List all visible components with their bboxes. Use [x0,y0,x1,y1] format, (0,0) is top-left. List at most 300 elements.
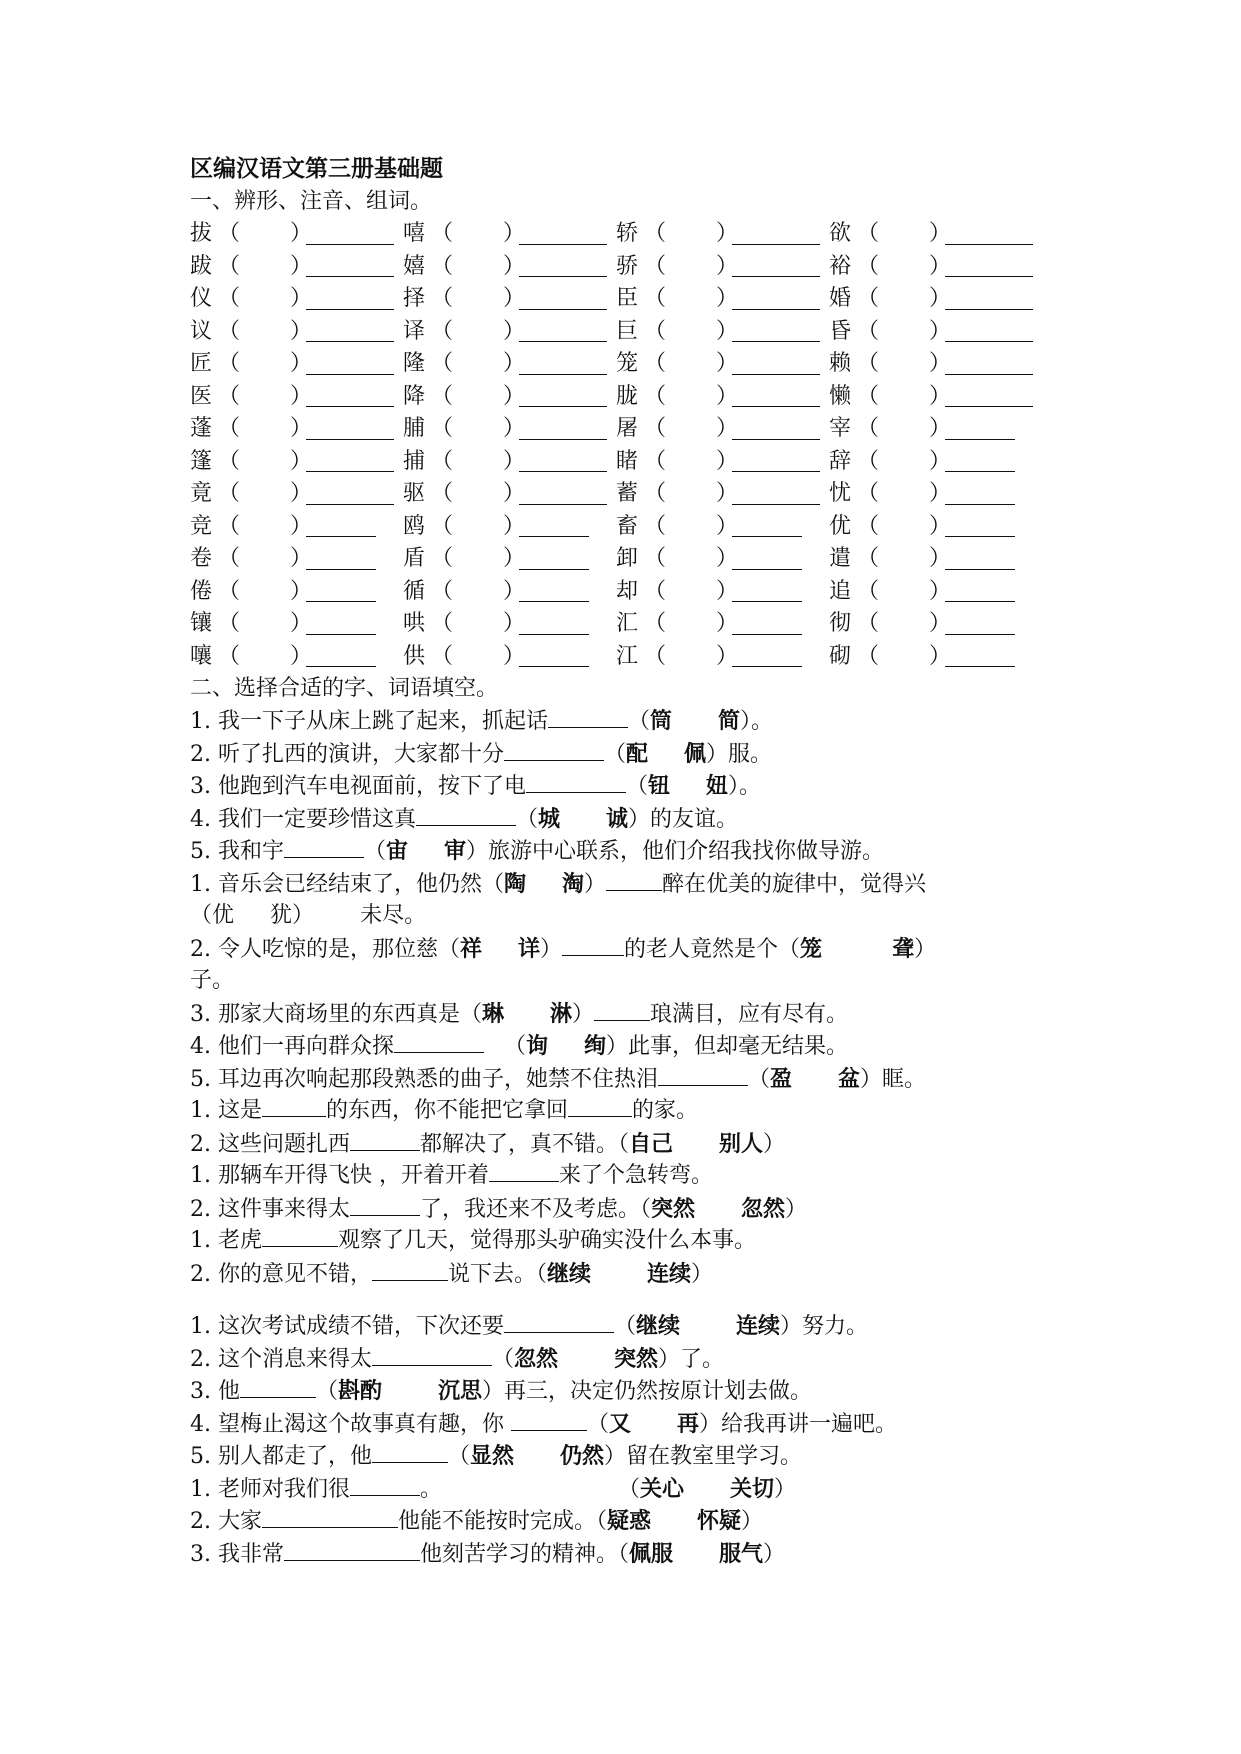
question-text: 观察了几天，觉得那头驴确实没什么本事。 [337,1228,756,1253]
close-paren: ） [290,513,313,539]
close-paren: ） [290,611,313,636]
word-blank[interactable] [306,319,394,342]
close-paren: ） [290,318,313,344]
word-blank[interactable] [945,384,1033,407]
choice-option[interactable]: 询 [526,1033,549,1059]
word-blank[interactable] [732,482,820,505]
choice-option[interactable]: 再 [677,1410,700,1437]
question-text: 子。 [190,968,235,993]
grid-cell [829,381,1042,414]
close-paren: ） [290,383,313,409]
choice-option[interactable]: 诚 [606,805,629,832]
pinyin-parentheses[interactable] [855,251,952,284]
choice-option[interactable]: 忽然 [741,1195,786,1222]
pinyin-parentheses[interactable] [642,283,739,316]
answer-blank[interactable] [350,1130,420,1151]
word-blank[interactable] [519,254,607,277]
pinyin-parentheses[interactable] [855,511,952,544]
pinyin-parentheses[interactable] [855,381,952,414]
question-line [190,1440,1090,1473]
pinyin-parentheses[interactable] [429,381,526,414]
close-paren: ） [290,286,313,311]
question-text: 2. 听了扎西的演讲，大家都十分 [190,741,504,767]
open-paren: （ [431,286,454,311]
pinyin-parentheses[interactable] [216,446,313,479]
open-paren: （ [218,643,241,669]
choice-option[interactable]: 忽然 [514,1345,559,1372]
choice-option[interactable]: 斟酌 [338,1378,383,1404]
choice-option[interactable]: 服气 [719,1540,764,1567]
answer-blank[interactable] [240,1377,316,1398]
open-paren: （ [857,513,880,539]
choice-option[interactable]: 淋 [550,1000,573,1027]
word-blank[interactable] [945,417,1015,440]
answer-blank[interactable] [284,1540,420,1561]
answer-blank[interactable] [594,1000,650,1021]
grid-cell [616,446,829,479]
word-blank[interactable] [732,319,820,342]
word-blank[interactable] [732,254,820,277]
question-line [190,1538,1090,1571]
word-blank[interactable] [519,579,589,602]
close-paren: ） [290,578,313,604]
word-blank[interactable] [306,482,394,505]
answer-blank[interactable] [416,805,516,826]
open-paren: （ [218,448,241,474]
word-blank[interactable] [519,514,589,537]
pinyin-parentheses[interactable] [642,478,739,511]
question-line [190,1193,1090,1226]
open-paren: （ [857,546,880,571]
pinyin-parentheses[interactable] [855,283,952,316]
grid-cell [403,348,616,381]
choice-option[interactable]: 突然 [651,1195,696,1222]
grid-row [190,641,1090,674]
word-blank[interactable] [732,579,802,602]
word-blank[interactable] [732,384,820,407]
word-blank[interactable] [945,352,1033,375]
close-paren: ） [929,318,952,344]
pinyin-parentheses[interactable] [216,641,313,674]
word-blank[interactable] [945,644,1015,667]
pinyin-parentheses[interactable] [642,381,739,414]
grid-cell [403,641,616,674]
answer-blank[interactable] [350,1475,420,1496]
close-paren: ） [929,221,952,246]
word-blank[interactable] [306,547,376,570]
pinyin-parentheses[interactable] [642,446,739,479]
choice-option[interactable]: 显然 [470,1443,515,1469]
pinyin-parentheses[interactable] [855,413,952,446]
question-line [190,965,1090,998]
word-blank[interactable] [945,547,1015,570]
choice-option[interactable]: 陶 [503,870,526,897]
word-blank[interactable] [519,547,589,570]
pinyin-parentheses[interactable] [855,576,952,609]
pinyin-parentheses[interactable] [429,218,526,251]
pinyin-parentheses[interactable] [642,608,739,641]
close-paren: ） [290,253,313,279]
question-text: 。 [419,1476,442,1502]
question-line [190,1030,1090,1063]
choice-option[interactable]: 琳 [481,1000,504,1027]
grid-cell [190,511,403,544]
word-blank[interactable] [732,352,820,375]
answer-blank[interactable] [526,772,626,793]
word-blank[interactable] [519,449,607,472]
word-blank[interactable] [306,254,394,277]
open-paren: （ [857,286,880,311]
question-text: ） [741,1509,764,1534]
close-paren: ） [503,351,526,376]
pinyin-parentheses[interactable] [429,641,526,674]
question-text: （ [613,1314,636,1339]
pinyin-parentheses[interactable] [855,478,952,511]
word-blank[interactable] [945,287,1033,310]
choice-option[interactable]: 祥 [459,935,482,962]
choice-option[interactable]: 宙 [386,838,409,864]
pinyin-parentheses[interactable] [855,316,952,349]
word-blank[interactable] [519,612,589,635]
choice-option[interactable]: 怀疑 [697,1508,742,1534]
pinyin-parentheses[interactable] [429,543,526,576]
pinyin-parentheses[interactable] [216,608,313,641]
pinyin-parentheses[interactable] [429,348,526,381]
choice-option[interactable]: 详 [518,935,541,962]
pinyin-parentheses[interactable] [642,511,739,544]
character: 仪 [190,286,213,311]
word-blank[interactable] [519,319,607,342]
close-paren: ） [503,513,526,539]
word-blank[interactable] [306,579,376,602]
pinyin-parentheses[interactable] [216,251,313,284]
pinyin-parentheses[interactable] [216,543,313,576]
choice-option[interactable]: 配 [626,740,649,767]
word-blank[interactable] [519,482,607,505]
pinyin-parentheses[interactable] [642,348,739,381]
word-blank[interactable] [732,644,802,667]
character: 匠 [190,351,213,376]
question-text: 4. 望梅止渴这个故事真有趣，你 [190,1411,511,1437]
character: 赖 [829,351,852,376]
character: 卷 [190,546,213,571]
grid-cell [616,576,829,609]
grid-cell [190,316,403,349]
pinyin-parentheses[interactable] [429,478,526,511]
character: 竞 [190,513,213,539]
pinyin-parentheses[interactable] [429,283,526,316]
answer-blank[interactable] [262,1507,398,1528]
character: 笼 [616,351,639,376]
character: 辞 [829,448,852,474]
pinyin-parentheses[interactable] [855,348,952,381]
question-line [190,998,1090,1031]
question-text: （ [503,1034,526,1059]
answer-blank[interactable] [372,1345,492,1366]
word-blank[interactable] [945,579,1015,602]
answer-blank[interactable] [568,1096,632,1117]
word-blank[interactable] [306,514,376,537]
character: 婚 [829,286,852,311]
close-paren: ） [290,448,313,474]
choice-option[interactable]: 别人 [719,1130,764,1157]
question-text: 了，我还来不及考虑。（ [419,1196,651,1222]
question-text: 未尽。 [360,903,427,928]
word-blank[interactable] [306,449,394,472]
word-blank[interactable] [519,287,607,310]
word-blank[interactable] [306,612,376,635]
character: 循 [403,578,426,604]
worksheet-page [190,150,1090,1570]
word-blank[interactable] [306,222,394,245]
character: 竟 [190,481,213,506]
word-blank[interactable] [945,449,1015,472]
grid-cell [829,348,1042,381]
answer-blank[interactable] [504,1312,614,1333]
word-blank[interactable] [732,612,802,635]
choice-option[interactable]: 突然 [614,1345,659,1372]
open-paren: （ [644,286,667,311]
word-blank[interactable] [732,449,820,472]
pinyin-parentheses[interactable] [642,218,739,251]
answer-blank[interactable] [511,1410,587,1431]
character: 裕 [829,253,852,279]
word-blank[interactable] [945,482,1015,505]
word-blank[interactable] [306,644,376,667]
choice-option[interactable]: 妞 [706,773,729,799]
character: 医 [190,383,213,409]
pinyin-parentheses[interactable] [855,446,952,479]
pinyin-parentheses[interactable] [429,413,526,446]
pinyin-parentheses[interactable] [642,251,739,284]
answer-blank[interactable] [562,935,624,956]
pinyin-parentheses[interactable] [216,413,313,446]
pinyin-parentheses[interactable] [216,283,313,316]
pinyin-parentheses[interactable] [216,478,313,511]
character: 捕 [403,448,426,474]
question-line [190,1310,1090,1343]
word-blank[interactable] [945,319,1033,342]
choice-option[interactable]: 绚 [584,1033,607,1059]
question-text: 1. 那辆车开得飞快 ，开着开着 [190,1163,489,1188]
choice-option[interactable]: 钮 [648,773,671,799]
open-paren: （ [857,481,880,506]
character: 彻 [829,611,852,636]
question-line [190,868,1090,901]
pinyin-parentheses[interactable] [216,316,313,349]
answer-blank[interactable] [658,1065,748,1086]
open-paren: （ [644,643,667,669]
open-paren: （ [644,513,667,539]
character: 砌 [829,643,852,669]
close-paren: ） [716,383,739,409]
word-blank[interactable] [945,514,1015,537]
choice-option[interactable]: 沉思 [438,1378,483,1404]
choice-option[interactable]: 笼 [800,935,823,962]
question-text: （ [603,741,626,767]
answer-blank[interactable] [372,1260,448,1281]
question-text: 1. 这次考试成绩不错，下次还要 [190,1314,504,1339]
close-paren: ） [716,481,739,506]
pinyin-parentheses[interactable] [642,413,739,446]
open-paren: （ [857,611,880,636]
choice-option[interactable]: 佩服 [629,1540,674,1567]
answer-blank[interactable] [284,837,364,858]
choice-option[interactable]: 又 [609,1410,632,1437]
question-text: 1. 老师对我们很 [190,1476,350,1502]
word-blank[interactable] [306,417,394,440]
word-blank[interactable] [732,287,820,310]
answer-blank[interactable] [489,1161,559,1182]
choice-option[interactable]: 仍然 [560,1443,605,1469]
question-text: 1. 我一下子从床上跳了起来，抓起话 [190,709,548,734]
pinyin-parentheses[interactable] [216,218,313,251]
word-blank[interactable] [732,547,802,570]
grid-cell [403,511,616,544]
grid-cell [829,608,1042,641]
pinyin-parentheses[interactable] [429,511,526,544]
word-blank[interactable] [732,514,802,537]
open-paren: （ [431,611,454,636]
choice-option[interactable]: 连续 [647,1260,692,1287]
open-paren: （ [857,318,880,344]
question-text: 2. 这件事来得太 [190,1196,350,1222]
word-blank[interactable] [519,384,607,407]
word-blank[interactable] [732,417,820,440]
answer-blank[interactable] [504,740,604,761]
question-text: （ [447,1444,470,1469]
grid-cell [403,478,616,511]
word-blank[interactable] [945,222,1033,245]
question-text: 4. 我们一定要珍惜这真 [190,806,416,832]
word-blank[interactable] [945,612,1015,635]
word-blank[interactable] [732,222,820,245]
open-paren: （ [431,578,454,604]
choice-option[interactable]: 继续 [636,1313,681,1339]
pinyin-parentheses[interactable] [855,543,952,576]
choice-option[interactable]: 审 [444,838,467,864]
word-blank[interactable] [306,352,394,375]
word-blank[interactable] [945,254,1033,277]
choice-option[interactable]: 自己 [629,1130,674,1157]
question-text: 5. 别人都走了，他 [190,1444,372,1469]
word-blank[interactable] [519,352,607,375]
grid-cell [829,511,1042,544]
open-paren: （ [431,643,454,669]
pinyin-parentheses[interactable] [855,641,952,674]
pinyin-parentheses[interactable] [216,348,313,381]
open-paren: （ [857,578,880,604]
choice-option[interactable]: 城 [538,805,561,832]
pinyin-parentheses[interactable] [429,576,526,609]
open-paren: （ [431,448,454,474]
character: 拔 [190,221,213,246]
pinyin-parentheses[interactable] [642,576,739,609]
word-blank[interactable] [519,417,607,440]
close-paren: ） [929,513,952,539]
pinyin-parentheses[interactable] [855,218,952,251]
grid-cell [829,543,1042,576]
open-paren: （ [431,481,454,506]
pinyin-parentheses[interactable] [429,316,526,349]
character: 哄 [403,611,426,636]
question-text: ）给我再讲一遍吧。 [699,1411,898,1437]
question-text: ）了。 [658,1346,725,1372]
answer-blank[interactable] [548,707,628,728]
pinyin-parentheses[interactable] [216,381,313,414]
pinyin-parentheses[interactable] [429,608,526,641]
choice-option[interactable]: 疑惑 [607,1508,652,1534]
pinyin-parentheses[interactable] [642,316,739,349]
question-text: ） [914,936,937,962]
question-text: （ [315,1379,338,1404]
question-text: 3. 他跑到汽车电视面前，按下了电 [190,774,526,799]
close-paren: ） [503,643,526,669]
pinyin-parentheses[interactable] [216,511,313,544]
word-blank[interactable] [519,644,589,667]
choice-option[interactable]: 关心 [640,1475,685,1502]
character: 择 [403,286,426,311]
section1-heading: 一、辨形、注音、组词。 [190,189,433,214]
question-text: 5. 我和宇 [190,839,284,864]
question-text: （ [626,774,649,799]
pinyin-parentheses[interactable] [642,543,739,576]
pinyin-parentheses[interactable] [429,446,526,479]
question-line [190,1473,1090,1506]
choice-option[interactable]: 佩 [684,740,707,767]
answer-blank[interactable] [372,1442,448,1463]
pinyin-parentheses[interactable] [216,576,313,609]
pinyin-parentheses[interactable] [642,641,739,674]
word-blank[interactable] [306,384,394,407]
choice-option[interactable]: 聋 [892,935,915,962]
choice-option[interactable]: 关切 [730,1475,775,1502]
close-paren: ） [929,611,952,636]
answer-blank[interactable] [606,870,662,891]
choice-option[interactable]: 淘 [562,870,585,897]
question-text: ） [763,1131,786,1157]
pinyin-parentheses[interactable] [429,251,526,284]
choice-option[interactable]: 简 [718,708,741,734]
answer-blank[interactable] [394,1032,484,1053]
choice-option[interactable]: 继续 [547,1260,592,1287]
character: 议 [190,318,213,344]
choice-option[interactable]: 盆 [838,1065,861,1092]
close-paren: ） [503,416,526,441]
close-paren: ） [929,416,952,441]
question-line [190,1505,1090,1538]
word-blank[interactable] [519,222,607,245]
choice-option[interactable]: 盈 [770,1065,793,1092]
character: 欲 [829,221,852,246]
open-paren: （ [644,318,667,344]
answer-blank[interactable] [262,1096,326,1117]
section2-heading: 二、选择合适的字、词语填空。 [190,676,499,701]
word-blank[interactable] [306,287,394,310]
open-paren: （ [218,513,241,539]
character: 隆 [403,351,426,376]
answer-blank[interactable] [262,1226,338,1247]
choice-option[interactable]: 连续 [736,1313,781,1339]
open-paren: （ [431,383,454,409]
open-paren: （ [218,351,241,376]
pinyin-parentheses[interactable] [855,608,952,641]
choice-option[interactable]: 筒 [650,708,673,734]
spacer [190,1290,1090,1310]
open-paren: （ [218,546,241,571]
open-paren: （ [644,578,667,604]
answer-blank[interactable] [350,1195,420,1216]
